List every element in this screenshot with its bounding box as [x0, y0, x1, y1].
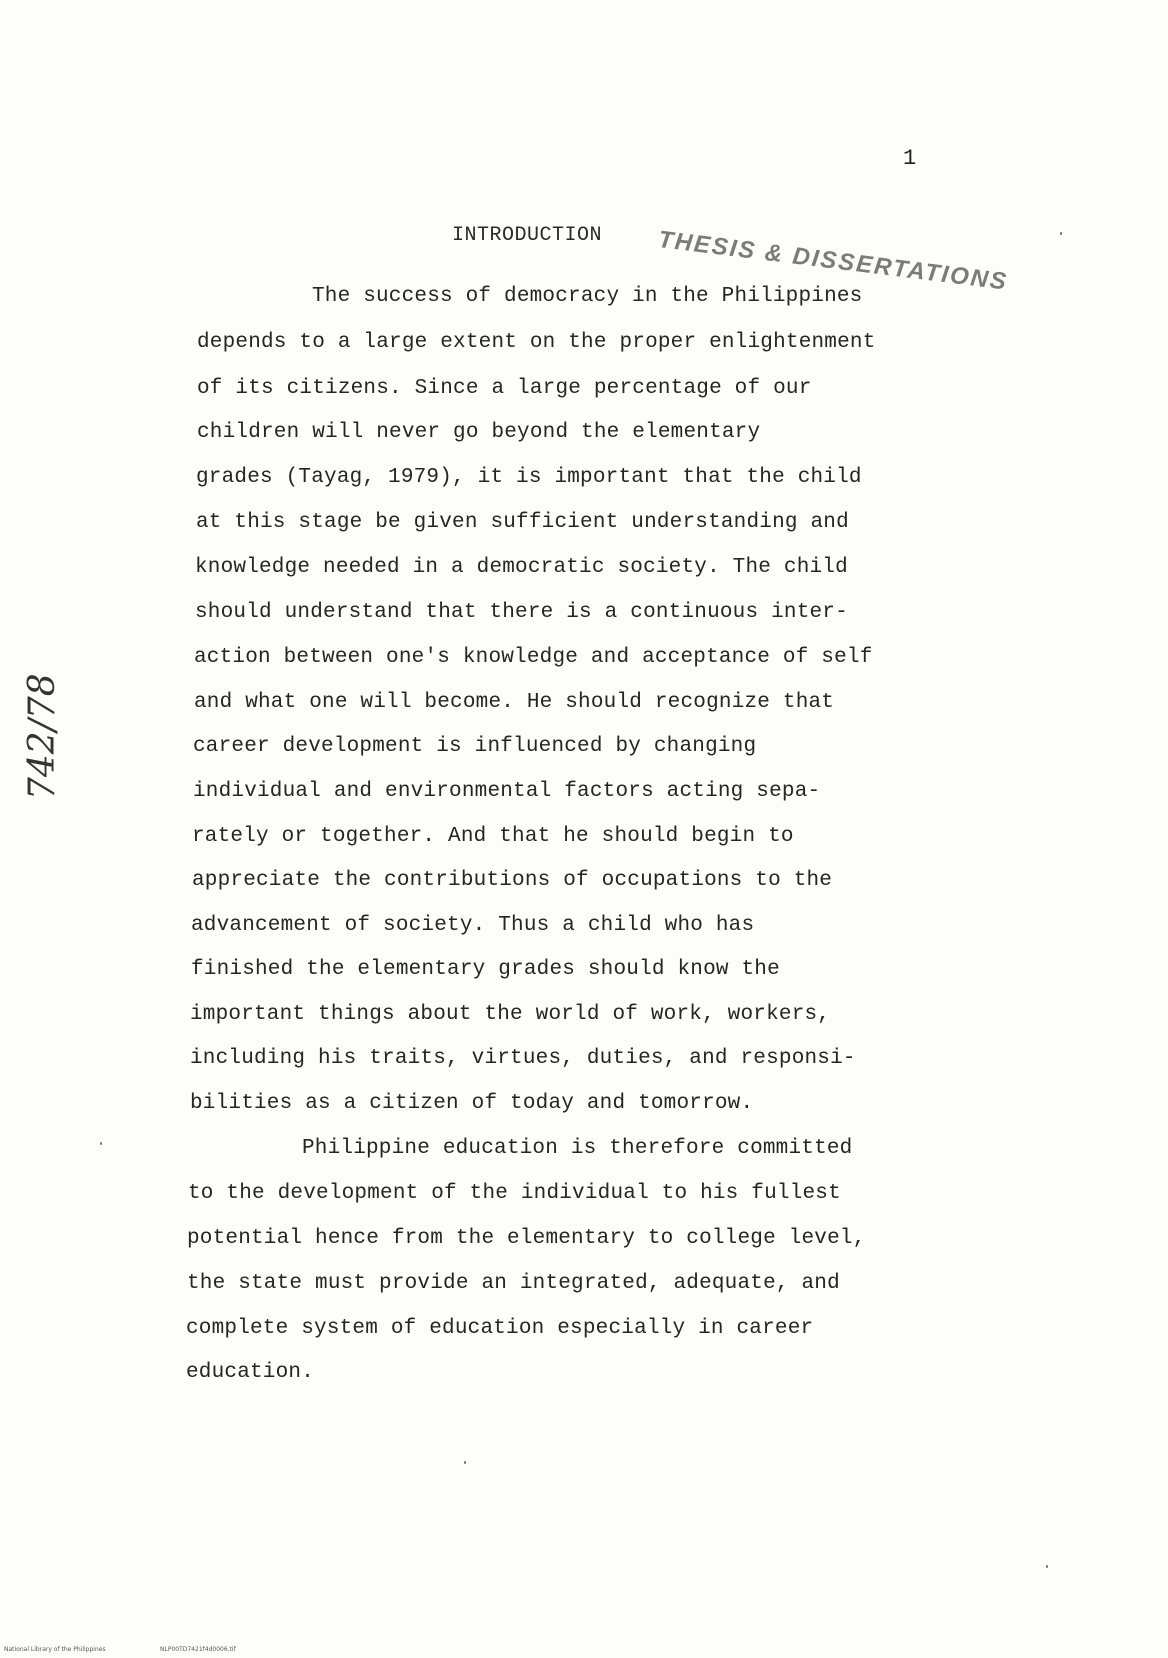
paragraph-2-line: complete system of education especially in career	[186, 1317, 814, 1340]
paragraph-1-line: bilities as a citizen of today and tomorrow.	[190, 1092, 754, 1115]
footer-library-credit: National Library of the Philippines	[4, 1646, 106, 1653]
paragraph-1-line: individual and environmental factors acting sepa-	[193, 780, 821, 803]
section-heading: INTRODUCTION	[452, 224, 603, 247]
paragraph-1-line: knowledge needed in a democratic society. The child	[195, 556, 848, 579]
paragraph-1-line: The success of democracy in the Philippines	[312, 285, 863, 308]
paragraph-1-line: of its citizens. Since a large percentage of our	[197, 377, 812, 400]
scan-speck	[100, 1142, 102, 1145]
paragraph-1-line: appreciate the contributions of occupations to the	[192, 869, 833, 892]
paragraph-2-line: Philippine education is therefore committed	[302, 1137, 853, 1160]
paragraph-1-line: children will never go beyond the elementary	[197, 421, 761, 444]
paragraph-2-line: the state must provide an integrated, adequate, and	[187, 1272, 840, 1295]
library-stamp: THESIS & DISSERTATIONS	[656, 226, 1010, 296]
scan-speck	[1060, 232, 1062, 235]
paragraph-1-line: career development is influenced by changing	[193, 735, 757, 758]
paragraph-1-line: advancement of society. Thus a child who has	[191, 914, 755, 937]
scan-speck	[1046, 1565, 1048, 1568]
paragraph-1-line: important things about the world of work, workers,	[190, 1003, 831, 1026]
paragraph-2-line: to the development of the individual to his fullest	[188, 1182, 841, 1205]
paragraph-1-line: including his traits, virtues, duties, and responsi-	[190, 1047, 856, 1070]
paragraph-1-line: depends to a large extent on the proper enlightenment	[197, 331, 876, 354]
handwritten-margin-note: 742/78	[22, 673, 63, 800]
paragraph-2-line: potential hence from the elementary to college level,	[187, 1227, 866, 1250]
page-number: 1	[903, 146, 917, 171]
paragraph-2-line: education.	[186, 1361, 315, 1384]
paragraph-1-line: finished the elementary grades should know the	[191, 958, 780, 981]
footer-file-id: NLP00TD7421f4d0006.tif	[160, 1646, 236, 1653]
paragraph-1-line: rately or together. And that he should begin to	[192, 825, 794, 848]
paragraph-1-line: grades (Tayag, 1979), it is important that the child	[196, 466, 862, 489]
paragraph-1-line: action between one's knowledge and acceptance of self	[194, 646, 873, 669]
paragraph-1-line: should understand that there is a continuous inter-	[195, 601, 848, 624]
scan-speck	[464, 1461, 466, 1464]
paragraph-1-line: and what one will become. He should recognize that	[194, 691, 835, 714]
paragraph-1-line: at this stage be given sufficient understanding and	[196, 511, 849, 534]
